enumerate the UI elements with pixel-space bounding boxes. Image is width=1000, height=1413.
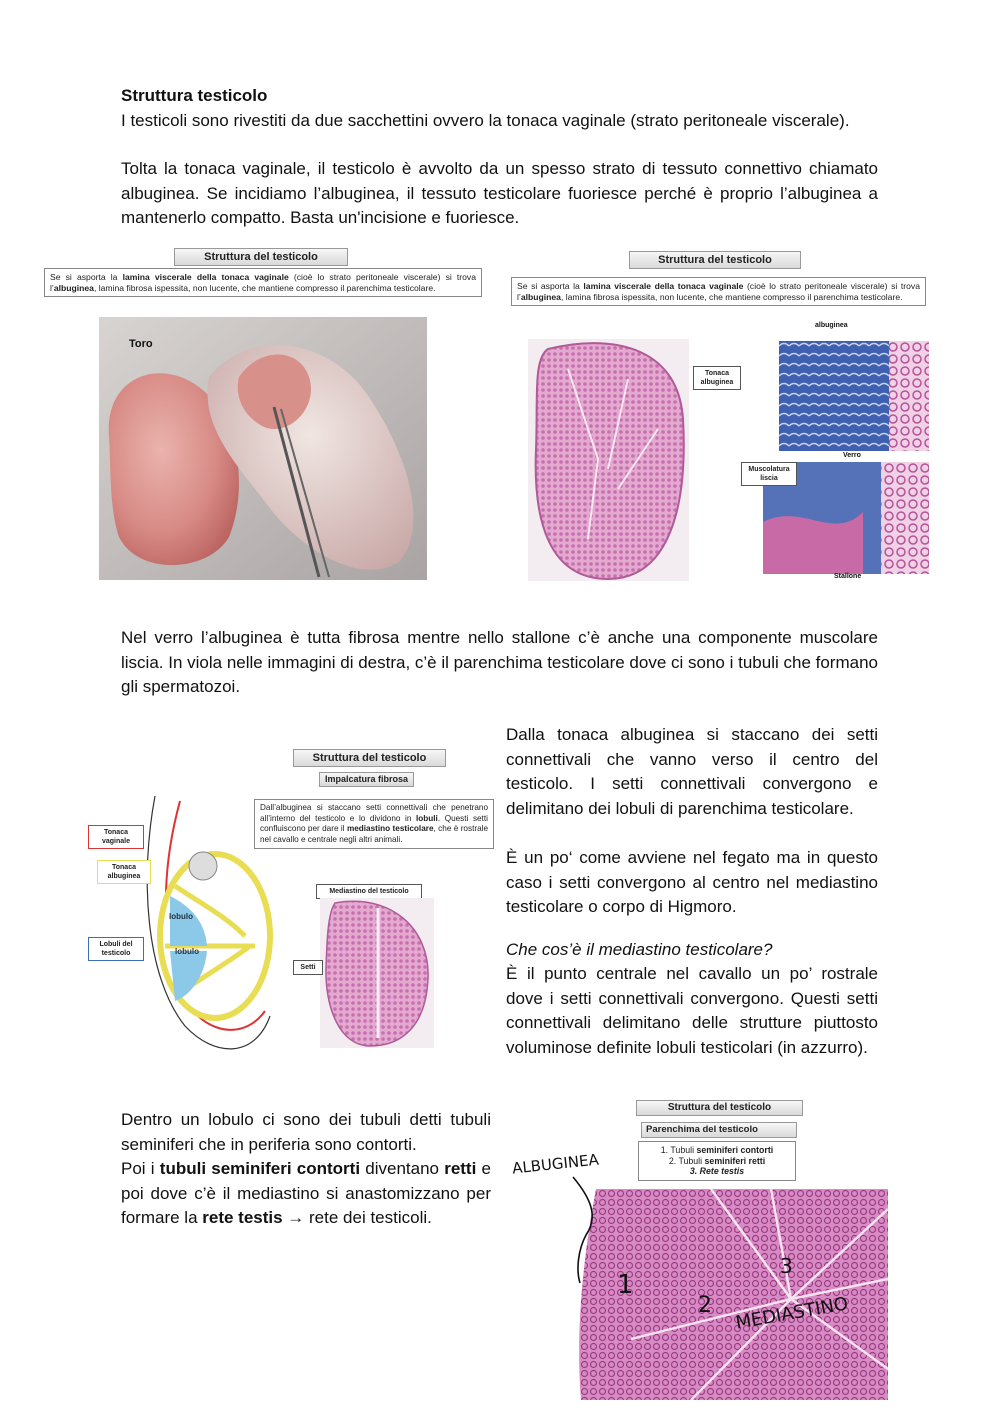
slide3-caption bbox=[254, 799, 494, 849]
list-item-1 bbox=[644, 1145, 790, 1156]
paragraph-fegato: È un po‘ come avviene nel fegato ma in questo caso i setti convergono al centro nel mediastino testicolare o corpo di Higmoro. bbox=[506, 848, 878, 916]
label-lobulo-2: lobulo bbox=[175, 947, 199, 956]
slide3-subheader: Impalcatura fibrosa bbox=[319, 772, 414, 787]
hand-label-2: 2 bbox=[698, 1293, 712, 1318]
toro-testis-photo bbox=[99, 317, 427, 580]
hand-label-1: 1 bbox=[617, 1270, 634, 1300]
caption-bold: albuginea bbox=[520, 291, 561, 302]
caption-part: (cioè lo strato peritoneale viscerale) si trova l’ bbox=[517, 281, 920, 302]
text-bold: rete testis → bbox=[202, 1208, 305, 1227]
label-mediastino-testicolo: Mediastino del testicolo bbox=[316, 884, 422, 899]
label-lobuli-testicolo: Lobuli del testicolo bbox=[88, 937, 144, 961]
slide1-caption bbox=[44, 268, 482, 297]
text-bold: retti bbox=[444, 1159, 477, 1178]
slide4-subheader: Parenchima del testicolo bbox=[641, 1122, 797, 1138]
hand-label-3: 3 bbox=[780, 1254, 793, 1278]
paragraph-albuginea: Tolta la tonaca vaginale, il testicolo è avvolto da un spesso strato di tessuto connettivo chiamato albuginea. Se incidiamo l’albuginea, il tessuto testicolare fuoriesce perché è proprio l’albuginea a mantenerlo compatto. Basta un'incisione e fuoriesce. bbox=[121, 159, 878, 227]
caption-part: , che è rostrale nel cavallo e centrale negli altri animali. bbox=[260, 824, 489, 844]
histology-section-left bbox=[528, 339, 689, 581]
histology-mediastino bbox=[320, 898, 434, 1048]
slide4-header: Struttura del testicolo bbox=[636, 1100, 803, 1116]
caption-bold: lamina viscerale della tonaca vaginale bbox=[122, 272, 289, 282]
label-setti: Setti bbox=[293, 960, 323, 975]
label-tonaca-vaginale: Tonaca vaginale bbox=[88, 825, 144, 849]
caption-bold: lobuli bbox=[416, 813, 438, 823]
list-item-2 bbox=[644, 1156, 790, 1167]
list-item-3 bbox=[644, 1166, 790, 1177]
label-tonaca-albuginea: Tonaca albuginea bbox=[693, 366, 741, 390]
hand-label-albuginea: ALBUGINEA bbox=[511, 1150, 600, 1178]
caption-bold: mediastino testicolare bbox=[346, 824, 434, 833]
slide1-header: Struttura del testicolo bbox=[174, 248, 348, 266]
list-text: 1. Tubuli bbox=[660, 1145, 697, 1155]
label-tonaca-albuginea-diagram: Tonaca albuginea bbox=[97, 860, 151, 884]
paragraph-intro: I testicoli sono rivestiti da due sacchettini ovvero la tonaca vaginale (strato peritoneale viscerale). bbox=[121, 111, 850, 130]
section-title bbox=[121, 84, 878, 109]
caption-part: . Questi setti confluiscono per dare il bbox=[260, 813, 488, 833]
hand-label-mediastino: MEDIASTINO bbox=[734, 1293, 850, 1334]
list-text: 2. Tubuli bbox=[668, 1155, 705, 1166]
text-part: e poi dove c’è il mediastino si anastomizzano per formare la bbox=[121, 1159, 491, 1227]
paragraph-mediastino: È il punto centrale nel cavallo un po’ rostrale dove i setti connettivali convergono. Questi setti connettivali delimitano delle strutture piuttosto voluminose definite lobuli testicolari (in azzurro). bbox=[506, 964, 878, 1057]
caption-part: Se si asporta la bbox=[517, 281, 584, 291]
text-part: diventano bbox=[360, 1159, 445, 1178]
toro-label: Toro bbox=[129, 338, 153, 350]
text-part: Poi i bbox=[121, 1159, 160, 1178]
caption-bold: lamina viscerale della tonaca vaginale bbox=[583, 281, 744, 291]
label-verro: Verro bbox=[843, 452, 861, 459]
caption-part: , lamina fibrosa ispessita, non lucente, che mantiene compresso il parenchima testicolare. bbox=[560, 291, 903, 302]
paragraph-tubuli bbox=[121, 1157, 491, 1231]
hand-arrow bbox=[568, 1175, 608, 1285]
text-part: rete dei testicoli. bbox=[304, 1208, 432, 1227]
caption-part: Dall’albuginea si staccano setti connettivali che penetrano all’interno del testicolo e lo dividono in bbox=[260, 803, 488, 823]
paragraph-verro-stallone: Nel verro l’albuginea è tutta fibrosa mentre nello stallone c’è anche una componente muscolare liscia. In viola nelle immagini di destra, c’è il parenchima testicolare dove ci sono i tubuli che formano gli spermatozoi. bbox=[121, 628, 878, 696]
slide2-header: Struttura del testicolo bbox=[629, 251, 801, 269]
text-bold: tubuli seminiferi contorti bbox=[159, 1159, 361, 1178]
label-albuginea-small: albuginea bbox=[815, 322, 848, 329]
slide3-header: Struttura del testicolo bbox=[293, 749, 446, 767]
list-bold: seminiferi retti bbox=[704, 1155, 766, 1166]
caption-part: Se si asporta la bbox=[50, 272, 123, 282]
slide2-caption bbox=[511, 277, 926, 306]
label-lobulo-1: lobulo bbox=[169, 912, 193, 921]
question-mediastino: Che cos’è il mediastino testicolare? bbox=[506, 940, 773, 959]
paragraph-setti: Dalla tonaca albuginea si staccano dei setti connettivali che vanno verso il centro del testicolo. I setti connettivali convergono e delimitano dei lobuli di parenchima testicolare. bbox=[506, 725, 878, 818]
slide4-list bbox=[638, 1141, 796, 1181]
paragraph-lobulo: Dentro un lobulo ci sono dei tubuli detti tubuli seminiferi che in periferia sono contorti. bbox=[121, 1110, 491, 1154]
label-stallone: Stallone bbox=[834, 573, 862, 580]
testis-diagram bbox=[145, 796, 275, 1058]
caption-part: (cioè lo strato peritoneale viscerale) si trova l’ bbox=[50, 272, 477, 293]
caption-part: , lamina fibrosa ispessita, non lucente, che mantiene compresso il parenchima testicolare. bbox=[93, 282, 436, 293]
histology-verro bbox=[779, 341, 929, 451]
list-bold: seminiferi contorti bbox=[696, 1145, 774, 1155]
caption-bold: albuginea bbox=[53, 282, 94, 293]
label-muscolatura-liscia: Muscolatura liscia bbox=[741, 462, 797, 486]
list-bold-italic: 3. Rete testis bbox=[689, 1166, 745, 1176]
title-text: Struttura testicolo bbox=[121, 86, 268, 105]
